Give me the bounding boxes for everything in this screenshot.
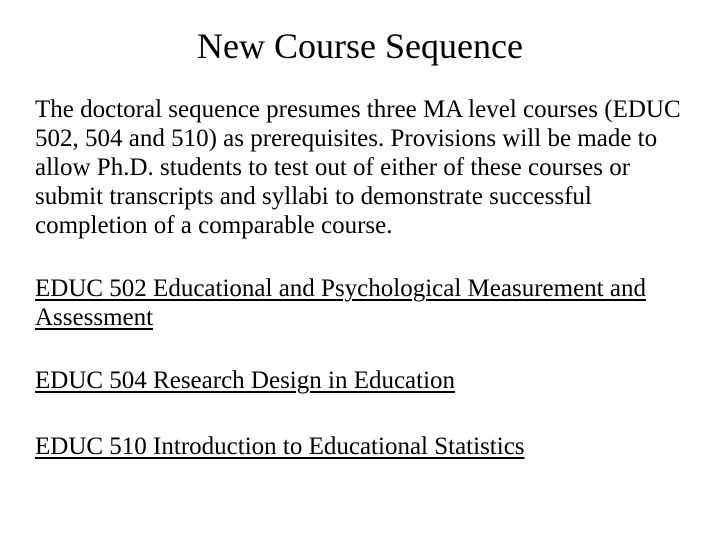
course-link-educ-510[interactable]: EDUC 510 Introduction to Educational Statistics — [35, 433, 525, 460]
intro-paragraph: The doctoral sequence presumes three MA level courses (EDUC 502, 504 and 510) as prerequisites. Provisions will be made to allow Ph.D. students to test out of either of these courses or submit transcripts and syllabi to demonstrate successful completion of a comparable course. — [35, 96, 681, 239]
course-link-educ-504[interactable]: EDUC 504 Research Design in Education — [35, 367, 456, 394]
course-link-educ-502[interactable]: EDUC 502 Educational and Psychological Measurement and Assessment — [35, 275, 646, 331]
slide-title: New Course Sequence — [197, 26, 523, 66]
